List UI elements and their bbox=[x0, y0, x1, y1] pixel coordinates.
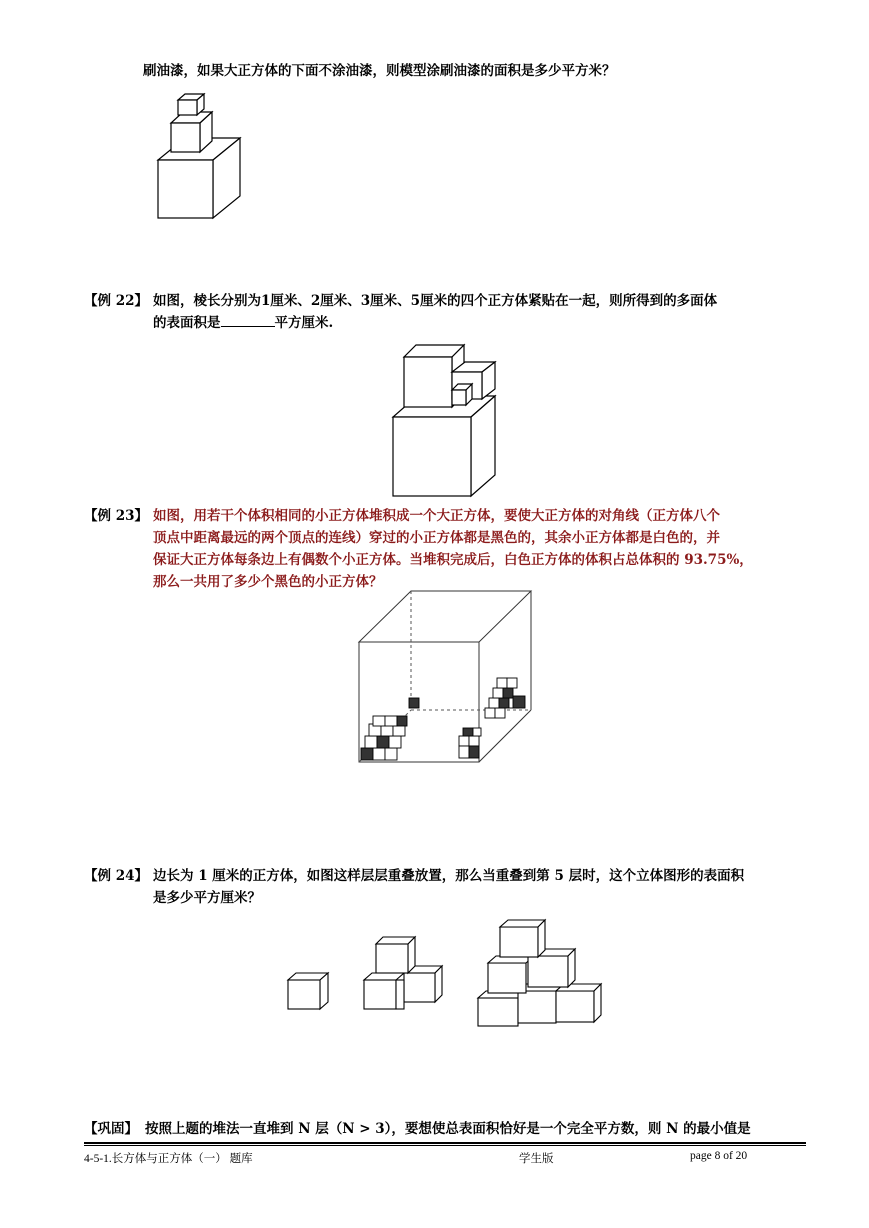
footer-rule-thin bbox=[84, 1145, 806, 1146]
example-23-line-4: 那么一共用了多少个黑色的小正方体？ bbox=[153, 574, 383, 590]
stacked-cubes-figure bbox=[150, 90, 250, 225]
example-23-line-2: 顶点中距离最远的两个顶点的连线）穿过的小正方体都是黑色的，其余小正方体都是白色的，并 bbox=[153, 530, 720, 546]
footer-rule-thick bbox=[84, 1142, 806, 1144]
example-24-line-2: 是多少平方厘米？ bbox=[153, 890, 261, 906]
example-22-tag: 【例 22】 bbox=[84, 293, 148, 309]
diagonal-cube-figure bbox=[355, 586, 535, 766]
layer-1-stack bbox=[288, 973, 328, 1009]
problem-text-line: 刷油漆，如果大正方体的下面不涂油漆，则模型涂刷油漆的面积是多少平方米？ bbox=[143, 63, 616, 79]
example-22-line-2 bbox=[153, 312, 333, 334]
four-cubes-figure bbox=[388, 340, 503, 498]
layer-3-stack bbox=[478, 920, 601, 1026]
answer-blank bbox=[221, 312, 275, 327]
example-23-line-1: 如图，用若干个体积相同的小正方体堆积成一个大正方体，要使大正方体的对角线（正方体八个 bbox=[153, 508, 720, 524]
footer-center: 学生版 bbox=[519, 1153, 554, 1165]
layer-2-stack bbox=[364, 937, 442, 1009]
example-23-line-3: 保证大正方体每条边上有偶数个小正方体。当堆积完成后，白色正方体的体积占总体积的 93.75%， bbox=[153, 552, 753, 568]
footer-page-number: page 8 of 20 bbox=[690, 1150, 748, 1162]
example-23-tag: 【例 23】 bbox=[84, 508, 148, 524]
example-24-tag: 【例 24】 bbox=[84, 868, 148, 884]
example-24-line-1: 边长为 1 厘米的正方体，如图这样层层重叠放置，那么当重叠到第 5 层时，这个立体图形的表面积 bbox=[153, 868, 745, 884]
example-22-text-before-blank: 的表面积是 bbox=[153, 315, 221, 331]
footer-left: 4-5-1.长方体与正方体（一） 题库 bbox=[84, 1153, 253, 1165]
example-22-text-after-blank: 平方厘米. bbox=[274, 315, 334, 331]
example-22-line-1: 如图，棱长分别为1厘米、2厘米、3厘米、5厘米的四个正方体紧贴在一起，则所得到的多面体 bbox=[153, 293, 718, 309]
consolidate-tag: 【巩固】 bbox=[84, 1121, 138, 1137]
consolidate-line-1: 按照上题的堆法一直堆到 N 层（N > 3），要想使总表面积恰好是一个完全平方数，则 N 的最小值是 bbox=[145, 1121, 751, 1137]
layered-cubes-figure bbox=[280, 915, 610, 1030]
